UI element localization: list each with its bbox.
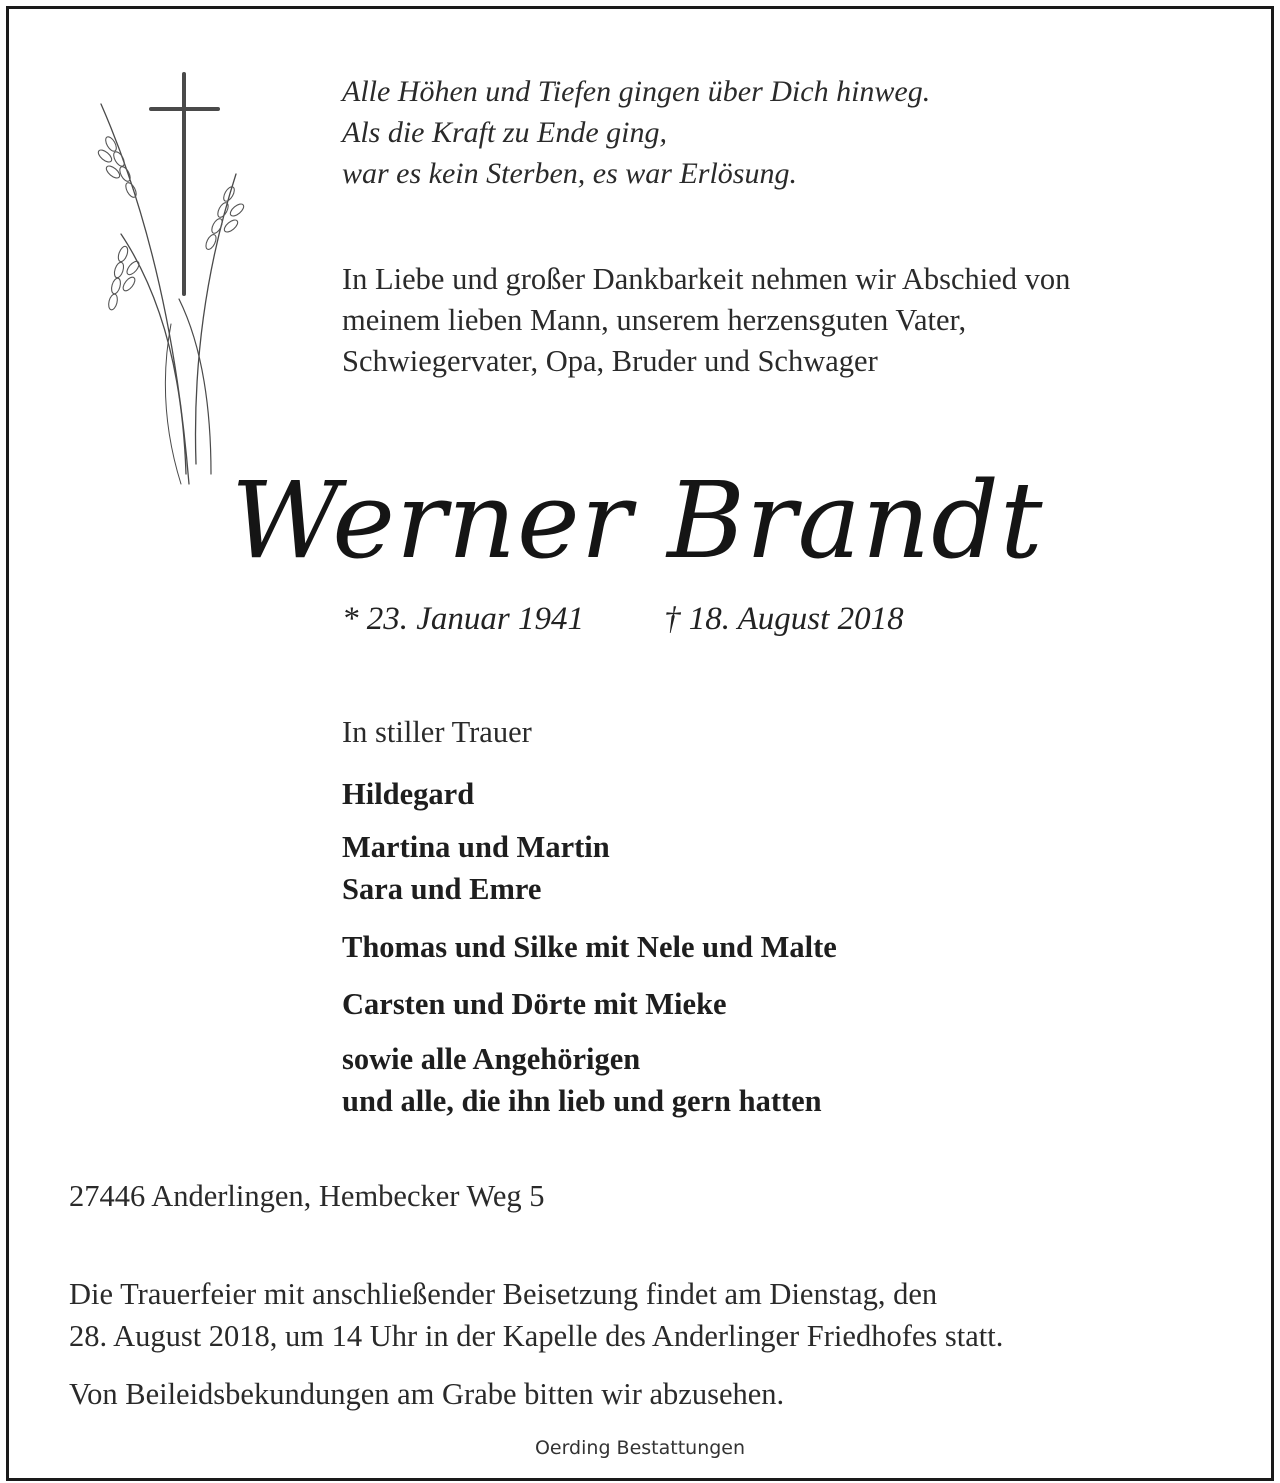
intro-line: In Liebe und großer Dankbarkeit nehmen wir Abschied von xyxy=(342,262,1071,296)
intro-line: meinem lieben Mann, unserem herzensguten Vater, xyxy=(342,303,967,337)
mourner-group xyxy=(342,1038,822,1122)
mourner-group xyxy=(342,826,610,910)
mourning-intro: In stiller Trauer xyxy=(342,715,532,749)
mourner-line: Martina und Martin xyxy=(342,830,610,864)
obituary-notice xyxy=(6,6,1274,1481)
motto-verse xyxy=(342,71,930,194)
mourner-line: Sara und Emre xyxy=(342,872,542,906)
mourner-group xyxy=(342,926,837,968)
condolence-note: Von Beileidsbekundungen am Grabe bitten wir abzusehen. xyxy=(69,1377,785,1411)
motto-line: war es kein Sterben, es war Erlösung. xyxy=(342,157,797,190)
funeral-line: Die Trauerfeier mit anschließender Beisetzung findet am Dienstag, den xyxy=(69,1277,938,1311)
family-address: 27446 Anderlingen, Hembecker Weg 5 xyxy=(69,1179,545,1213)
mourner-line: Thomas und Silke mit Nele und Malte xyxy=(342,930,837,964)
cross-with-wheat-icon xyxy=(61,64,251,494)
deceased-name: Werner Brandt xyxy=(231,459,1044,582)
mourner-line: und alle, die ihn lieb und gern hatten xyxy=(342,1084,822,1118)
mourner-line: Carsten und Dörte mit Mieke xyxy=(342,987,727,1021)
death-date: † 18. August 2018 xyxy=(664,601,904,637)
mourner-group xyxy=(342,773,474,815)
mourner-group xyxy=(342,983,727,1025)
funeral-home-credit: Oerding Bestattungen xyxy=(534,1437,746,1459)
birth-date: * 23. Januar 1941 xyxy=(342,601,584,637)
funeral-details xyxy=(69,1273,1003,1357)
motto-line: Alle Höhen und Tiefen gingen über Dich hinweg. xyxy=(342,75,931,108)
mourner-line: sowie alle Angehörigen xyxy=(342,1042,641,1076)
funeral-line: 28. August 2018, um 14 Uhr in der Kapelle des Anderlinger Friedhofes statt. xyxy=(69,1319,1004,1353)
motto-line: Als die Kraft zu Ende ging, xyxy=(342,116,667,149)
mourner-line: Hildegard xyxy=(342,777,475,811)
farewell-intro xyxy=(342,259,1070,382)
intro-line: Schwiegervater, Opa, Bruder und Schwager xyxy=(342,344,878,378)
